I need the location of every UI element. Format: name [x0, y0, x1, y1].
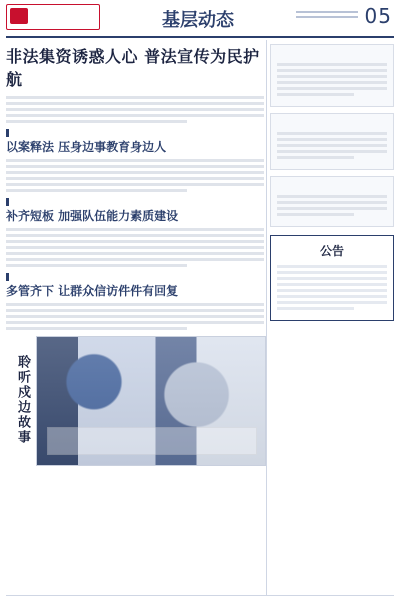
article-2-kicker	[6, 198, 264, 206]
sidebar-box-3-label	[277, 183, 387, 191]
main-column	[6, 40, 264, 595]
lead-headline: 非法集资诱惑人心 普法宣传为民护航	[6, 47, 260, 89]
footer-rule	[6, 595, 394, 596]
notice-body	[277, 265, 387, 310]
lead-article-body	[6, 96, 264, 123]
sidebar-box-1-label	[277, 51, 387, 59]
newspaper-logo	[6, 4, 100, 30]
column-separator	[266, 40, 267, 595]
section-title: 基层动态	[162, 10, 234, 31]
issue-info	[296, 8, 358, 21]
article-3-kicker	[6, 273, 264, 281]
notice-box	[270, 235, 394, 321]
photo-story	[6, 336, 264, 466]
article-1-headline: 以案释法 压身边事教育身边人	[6, 140, 167, 154]
article-3-headline: 多管齐下 让群众信访件件有回复	[6, 284, 179, 298]
article-1-kicker	[6, 129, 264, 137]
article-3-body	[6, 303, 264, 330]
sidebar-box-2	[270, 113, 394, 170]
right-column	[270, 40, 394, 595]
sidebar-box-3	[270, 176, 394, 227]
sidebar-box-1	[270, 44, 394, 107]
article-1-body	[6, 159, 264, 192]
sidebar-box-1-body	[277, 63, 387, 96]
sidebar-box-3-body	[277, 195, 387, 216]
photo-story-title: 聆听戍边故事	[15, 355, 30, 445]
masthead-rule	[6, 36, 394, 38]
sidebar-box-2-label	[277, 120, 387, 128]
notice-title: 公告	[319, 244, 344, 258]
photo-story-image	[36, 336, 266, 466]
masthead	[0, 0, 400, 36]
article-2-headline: 补齐短板 加强队伍能力素质建设	[6, 209, 179, 223]
sidebar-box-2-body	[277, 132, 387, 159]
article-2-body	[6, 228, 264, 267]
page-number: 05	[364, 4, 392, 28]
